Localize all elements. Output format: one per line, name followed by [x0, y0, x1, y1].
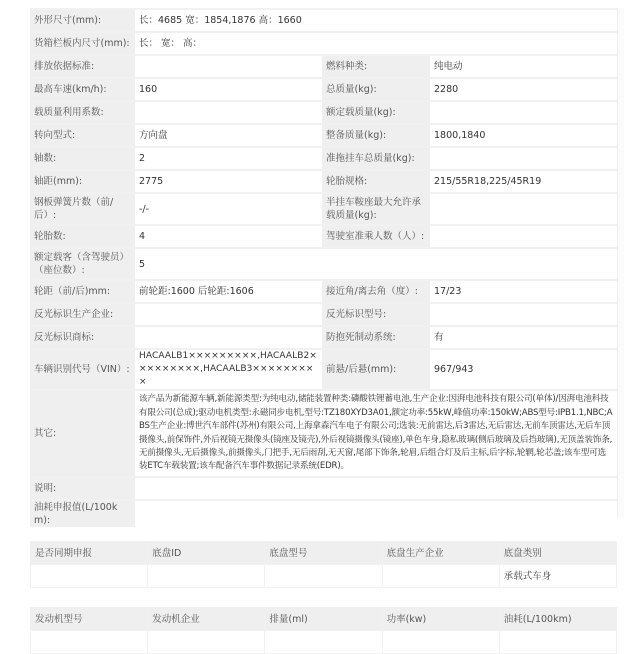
spec-label: 反光标识生产企业: [30, 303, 135, 326]
chassis-table [30, 541, 617, 588]
spec-value: 有 [430, 326, 617, 349]
spec-label: 总质量(kg): [322, 78, 430, 101]
spec-label: 反光标识型号: [322, 303, 430, 326]
spec-row-fuel-consumption [30, 500, 617, 527]
spec-row-wheelbase-tires [30, 170, 617, 193]
spec-value [135, 303, 322, 326]
spec-row-axles-trailer [30, 147, 617, 170]
chassis-cell [148, 565, 265, 588]
vehicle-spec-sheet [30, 8, 617, 527]
spec-label: 准拖挂车总质量(kg): [322, 147, 430, 170]
spec-label: 额定载客（含驾驶员）（座位数）: [30, 248, 135, 280]
chassis-header-row [31, 542, 617, 565]
spec-row-remarks [30, 477, 617, 500]
spec-row-emission-fuel [30, 55, 617, 78]
chassis-header-cell: 底盘ID [148, 542, 265, 565]
spec-value: 5 [135, 248, 617, 280]
engine-header-cell: 油耗(L/100km) [499, 608, 616, 631]
spec-value [135, 55, 322, 78]
engine-header-cell: 功率(kw) [382, 608, 499, 631]
spec-row-seats [30, 248, 617, 280]
vin-value: HACAALB1×××××××××,HACAALB2×××××××××,HACAALB3××××××××× [135, 349, 322, 390]
spec-value: 160 [135, 78, 322, 101]
spec-label: 外形尺寸(mm): [30, 9, 135, 32]
spec-value [135, 326, 322, 349]
spec-row-springs-saddle [30, 193, 617, 225]
spec-value [135, 500, 617, 527]
spec-value [430, 101, 617, 124]
spec-label: 驾驶室准乘人数（人）: [322, 225, 430, 248]
engine-header-cell: 排量(ml) [265, 608, 382, 631]
spec-label: 货箱栏板内尺寸(mm): [30, 32, 135, 55]
chassis-header-cell: 底盘型号 [265, 542, 382, 565]
spec-row-dimensions [30, 9, 617, 32]
engine-cell [265, 631, 382, 654]
spec-label: 前悬/后悬(mm): [322, 349, 430, 390]
engine-header-cell: 发动机型号 [31, 608, 148, 631]
spec-label: 接近角/离去角（度）: [322, 280, 430, 303]
spec-row-track-angles [30, 280, 617, 303]
spec-label: 反光标识商标: [30, 326, 135, 349]
spec-label: 轴距(mm): [30, 170, 135, 193]
spec-label: 排放依据标准: [30, 55, 135, 78]
spec-label: 其它: [30, 390, 135, 477]
spec-label: 防抱死制动系统: [322, 326, 430, 349]
spec-label: 轮距（前/后)mm: [30, 280, 135, 303]
spec-value [430, 303, 617, 326]
spec-value: 1800,1840 [430, 124, 617, 147]
chassis-header-cell: 底盘类别 [499, 542, 616, 565]
spec-label: 燃料种类: [322, 55, 430, 78]
spec-value: 长：4685 宽：1854,1876 高：1660 [135, 9, 617, 32]
spec-row-other [30, 390, 617, 477]
table-row [31, 631, 617, 654]
other-notes-value: 该产品为新能源车辆,新能源类型:为纯电动,储能装置种类:磷酸铁锂蓄电池,生产企业:因湃电池科技有限公司(单体)/因湃电池科技有限公司(总成);驱动电机类型:永磁同步电机,型号:TZ180XYD3A01,额定功率:55kW,峰值功率:150kW;ABS型号:IPB1.1,NBC;ABS生产企业:博世汽车部件(苏州)有限公司,上海拿森汽车电子有限公司;选装:无前雷达,后3雷达,无后雷达,无前车顶雷达,无后车顶摄像头,前保饰件,外后视镜无摄像头(镜座及镜壳),外后视镜摄像头(镜座),单色车身,隐私玻璃(侧后玻璃及后挡玻璃),无顶盖装饰条,无前摄像头,无后摄像头,前摄像头,门把手,无后雨刮,无天窗,尾部下饰条,轮眉,后组合灯及后主标,后字标,轮辋,轮芯盖;该车型可选装ETC车载装置;该车配备汽车事件数据记录系统(EDR)。 [135, 390, 617, 477]
spec-label: 说明: [30, 477, 135, 500]
chassis-cell [31, 565, 148, 588]
spec-label: 轴数: [30, 147, 135, 170]
engine-section [30, 607, 617, 654]
spec-value: 215/55R18,225/45R19 [430, 170, 617, 193]
engine-cell [31, 631, 148, 654]
spec-value: 17/23 [430, 280, 617, 303]
engine-cell [148, 631, 265, 654]
engine-header-cell: 发动机企业 [148, 608, 265, 631]
spec-label: 轮胎规格: [322, 170, 430, 193]
spec-value: 2 [135, 147, 322, 170]
spec-row-tire-count-cab [30, 225, 617, 248]
engine-cell [499, 631, 616, 654]
spec-label: 额定载质量(kg): [322, 101, 430, 124]
chassis-section [30, 541, 617, 588]
spec-value: 长： 宽： 高： [135, 32, 617, 55]
spec-value: 方向盘 [135, 124, 322, 147]
engine-cell [382, 631, 499, 654]
spec-row-steering-curb [30, 124, 617, 147]
chassis-header-cell: 底盘生产企业 [382, 542, 499, 565]
spec-value [135, 477, 617, 500]
spec-row-vin-overhang [30, 349, 617, 390]
spec-table [30, 8, 617, 527]
spec-value [430, 225, 617, 248]
spec-label: 最高车速(km/h): [30, 78, 135, 101]
chassis-cell [265, 565, 382, 588]
table-row [31, 565, 617, 588]
spec-value: 967/943 [430, 349, 617, 390]
engine-table [30, 607, 617, 654]
spec-row-reflector-maker [30, 303, 617, 326]
spec-value: 2280 [430, 78, 617, 101]
chassis-cell: 承载式车身 [499, 565, 616, 588]
spec-value: 2775 [135, 170, 322, 193]
spec-row-cargo-box [30, 32, 617, 55]
spec-value: 4 [135, 225, 322, 248]
spec-value: 纯电动 [430, 55, 617, 78]
spec-label: 载质量利用系数: [30, 101, 135, 124]
spec-label: 半挂车鞍座最大允许承载质量(kg): [322, 193, 430, 225]
spec-label: 车辆识别代号（VIN）: [30, 349, 135, 390]
scrollbar-track[interactable] [617, 8, 624, 518]
chassis-header-cell: 是否同期申报 [31, 542, 148, 565]
spec-label: 钢板弹簧片数（前/后）: [30, 193, 135, 225]
spec-label: 油耗申报值(L/100km): [30, 500, 135, 527]
spec-row-speed-mass [30, 78, 617, 101]
spec-value [430, 147, 617, 170]
spec-value: 前轮距:1600 后轮距:1606 [135, 280, 322, 303]
spec-value [135, 101, 322, 124]
spec-label: 轮胎数: [30, 225, 135, 248]
spec-label: 转向型式: [30, 124, 135, 147]
chassis-cell [382, 565, 499, 588]
spec-row-reflector-brand-abs [30, 326, 617, 349]
engine-header-row [31, 608, 617, 631]
spec-value: -/- [135, 193, 322, 225]
spec-value [430, 193, 617, 225]
spec-row-load [30, 101, 617, 124]
spec-label: 整备质量(kg): [322, 124, 430, 147]
